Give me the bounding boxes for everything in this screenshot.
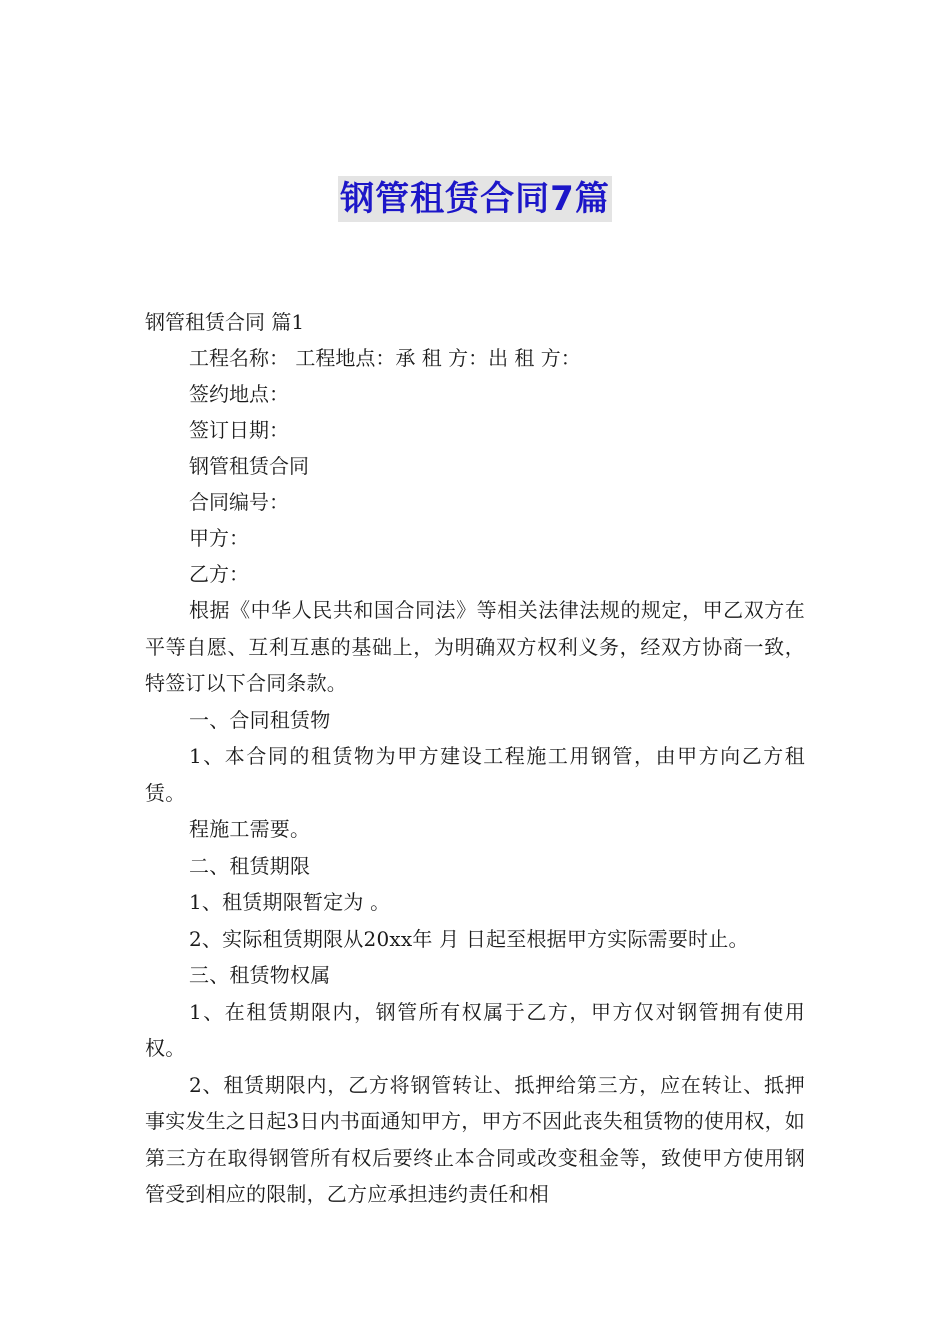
party-a-field: 甲方： xyxy=(189,526,249,550)
project-fields-line: 工程名称： 工程地点：承 租 方：出 租 方： xyxy=(189,346,581,370)
section-2-item-2: 2、实际租赁期限从20xx年 月 日起至根据甲方实际需要时止。 xyxy=(189,926,749,951)
section-1-item-1: 1、本合同的租赁物为甲方建设工程施工用钢管，由甲方向乙方租赁。 xyxy=(145,744,805,805)
section-2-title: 二、租赁期限 xyxy=(189,853,311,878)
section-3-item-2: 2、租赁期限内，乙方将钢管转让、抵押给第三方，应在转让、抵押事实发生之日起3日内书面通知甲方，甲方不因此丧失租赁物的使用权，如第三方在取得钢管所有权后要终止本合同或改变租金等，致使甲方使用钢管受到相应的限制，乙方应承担违约责任和相 xyxy=(145,1072,805,1206)
section-1-item-1-continued: 程施工需要。 xyxy=(189,817,311,841)
section-1-title: 一、合同租赁物 xyxy=(189,707,331,732)
sign-place-field: 签约地点： xyxy=(189,382,289,406)
contract-name: 钢管租赁合同 xyxy=(189,454,309,478)
section-3-title: 三、租赁物权属 xyxy=(189,963,331,987)
intro-paragraph: 根据《中华人民共和国合同法》等相关法律法规的规定，甲乙双方在平等自愿、互利互惠的基础上，为明确双方权利义务，经双方协商一致，特签订以下合同条款。 xyxy=(145,598,805,695)
document-body xyxy=(145,304,805,1213)
section-heading: 钢管租赁合同 篇1 xyxy=(145,310,305,334)
party-b-field: 乙方： xyxy=(189,562,249,586)
section-3-item-1: 1、在租赁期限内，钢管所有权属于乙方，甲方仅对钢管拥有使用权。 xyxy=(145,999,805,1060)
section-2-item-1: 1、租赁期限暂定为 。 xyxy=(189,890,391,914)
title-container xyxy=(0,176,950,222)
sign-date-field: 签订日期： xyxy=(189,418,289,442)
contract-number-field: 合同编号： xyxy=(189,490,289,514)
document-title: 钢管租赁合同7篇 xyxy=(338,176,612,222)
